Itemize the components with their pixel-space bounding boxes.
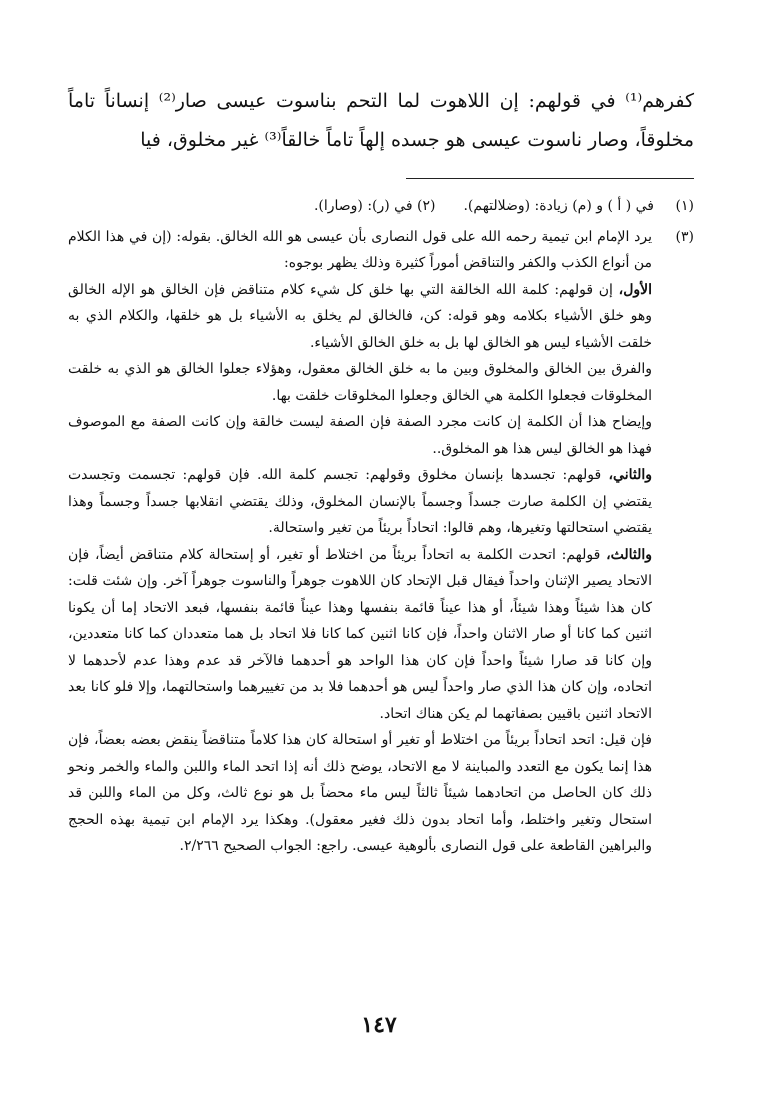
footnote-separator — [406, 178, 694, 179]
footnote-3-paragraph: والثاني، قولهم: تجسدها بإنسان مخلوق وقولهم: تجسم كلمة الله. فإن قولهم: تجسمت وتجسدت يقتضي إن الكلمة صارت جسداً وجسماً بالإنسان المخلوق، وذلك يقتضي انقلابها جسداً وجسماً وهذا يقتضي استحالتها وتغيرها، وهم قالوا: اتحاداً بريئاً من تغير واستحالة. — [68, 467, 652, 536]
footnote-1-number: (١) — [675, 198, 694, 214]
page-body — [68, 82, 694, 860]
footnote-3-paragraph: الأول، إن قولهم: كلمة الله الخالقة التي بها خلق كل شيء كلام متناقض فإن الخالق هو الإله الخالق وهو خلق الأشياء بكلامه وهو قوله: كن، فالخالق لم يخلق به الأشياء بل هو خلقها، والكلام الذي به خلقت الأشياء ليس هو الخالق لها بل به خلق الخالق الأشياء. — [68, 281, 652, 351]
footnote-1-text: في ( أ ) و (م) زيادة: (وضلالتهم). — [463, 198, 654, 214]
main-text: كفرهم⁽¹⁾ في قولهم: إن اللاهوت لما التحم بناسوت عيسى صار⁽²⁾ إنساناً تاماً مخلوقاً، وصار ناسوت عيسى هو جسده إلهاً تاماً خالقاً⁽³⁾ غير مخلوق، فيا — [68, 90, 695, 151]
page-number: ١٤٧ — [361, 1012, 397, 1038]
footnote-3 — [68, 224, 694, 860]
footnote-1-2-line — [68, 193, 694, 220]
footnote-3-paragraph: والفرق بين الخالق والمخلوق وبين ما به خلق الخالق معقول، وهؤلاء جعلوا الخالق هو الذي به خلقت المخلوقات فجعلوا الكلمة هي الخالق وجعلوا المخلوقات خلقت بها. — [68, 361, 652, 404]
footnote-3-paragraph: وإيضاح هذا أن الكلمة إن كانت مجرد الصفة فإن الصفة ليست خالقة وإن كانت الصفة مع الموصوف فهذا هو الخالق ليس هذا هو المخلوق.. — [68, 414, 652, 457]
footnote-3-paragraph: فإن قيل: اتحد اتحاداً بريئاً من اختلاط أو تغير أو استحالة كان هذا كلاماً متناقضاً ينقض بعضه بعضاً، فإن هذا إنما يكون مع التعدد والمباينة لا مع الاتحاد، يوضح ذلك أنه إذا اتحد الماء واللبن والماء والخمر ونحو ذلك كان الحاصل من اتحادهما شيئاً ثالثاً ليس ماء محضاً بل هو نوع ثالث، وكل من الماء واللبن قد استحال وتغير واختلط، وأما اتحاد بدون ذلك فغير معقول). وهكذا يرد الإمام ابن تيمية بهذه الحجج والبراهين القاطعة على قول النصارى بألوهية عيسى. راجع: الجواب الصحيح ٢/٢٦٦. — [68, 732, 652, 854]
footnote-3-paragraph: يرد الإمام ابن تيمية رحمه الله على قول النصارى بأن عيسى هو الله الخالق. بقوله: (إن في هذا الكلام من أنواع الكذب والكفر والتناقض أموراً كثيرة وذلك يظهر بوجوه: — [68, 228, 652, 271]
footnote-3-paragraph: والثالث، قولهم: اتحدت الكلمة به اتحاداً بريئاً من اختلاط أو تغير، أو إستحالة كلام متناقض أيضاً، فإن الاتحاد يصير الإثنان واحداً فيقال قبل الإتحاد كان اللاهوت جوهراً والناسوت جوهراً آخر. وإن شئت قلت: كان هذا شيئاً وهذا شيئاً، أو هذا عيناً قائمة بنفسها وهذا عيناً قائمة بنفسها، فبعد الاتحاد إما أن يكونا اثنين كما كانا أو صار الاثنان واحداً، فإن كانا اثنين كما كانا فلا اتحاد بل هما متعددان كما كانا متعددين، وإن كانا قد صارا شيئاً واحداً فإن كان هذا الواحد هو أحدهما فالآخر قد عدم وهذا عدم لأحدهما لا اتحاده، وإن كان هذا الذي صار واحداً ليس هو أحدهما فلا بد من تغييرهما واستحالتهما، وإلا فلو كانا بعد الاتحاد اثنين باقيين بصفاتهما لم يكن هناك اتحاد. — [68, 546, 652, 722]
footnote-2-text: في (ر): (وصارا). — [313, 198, 413, 214]
footnote-2-number: (٢) — [417, 198, 436, 214]
footnote-3-number: (٣) — [675, 228, 694, 245]
